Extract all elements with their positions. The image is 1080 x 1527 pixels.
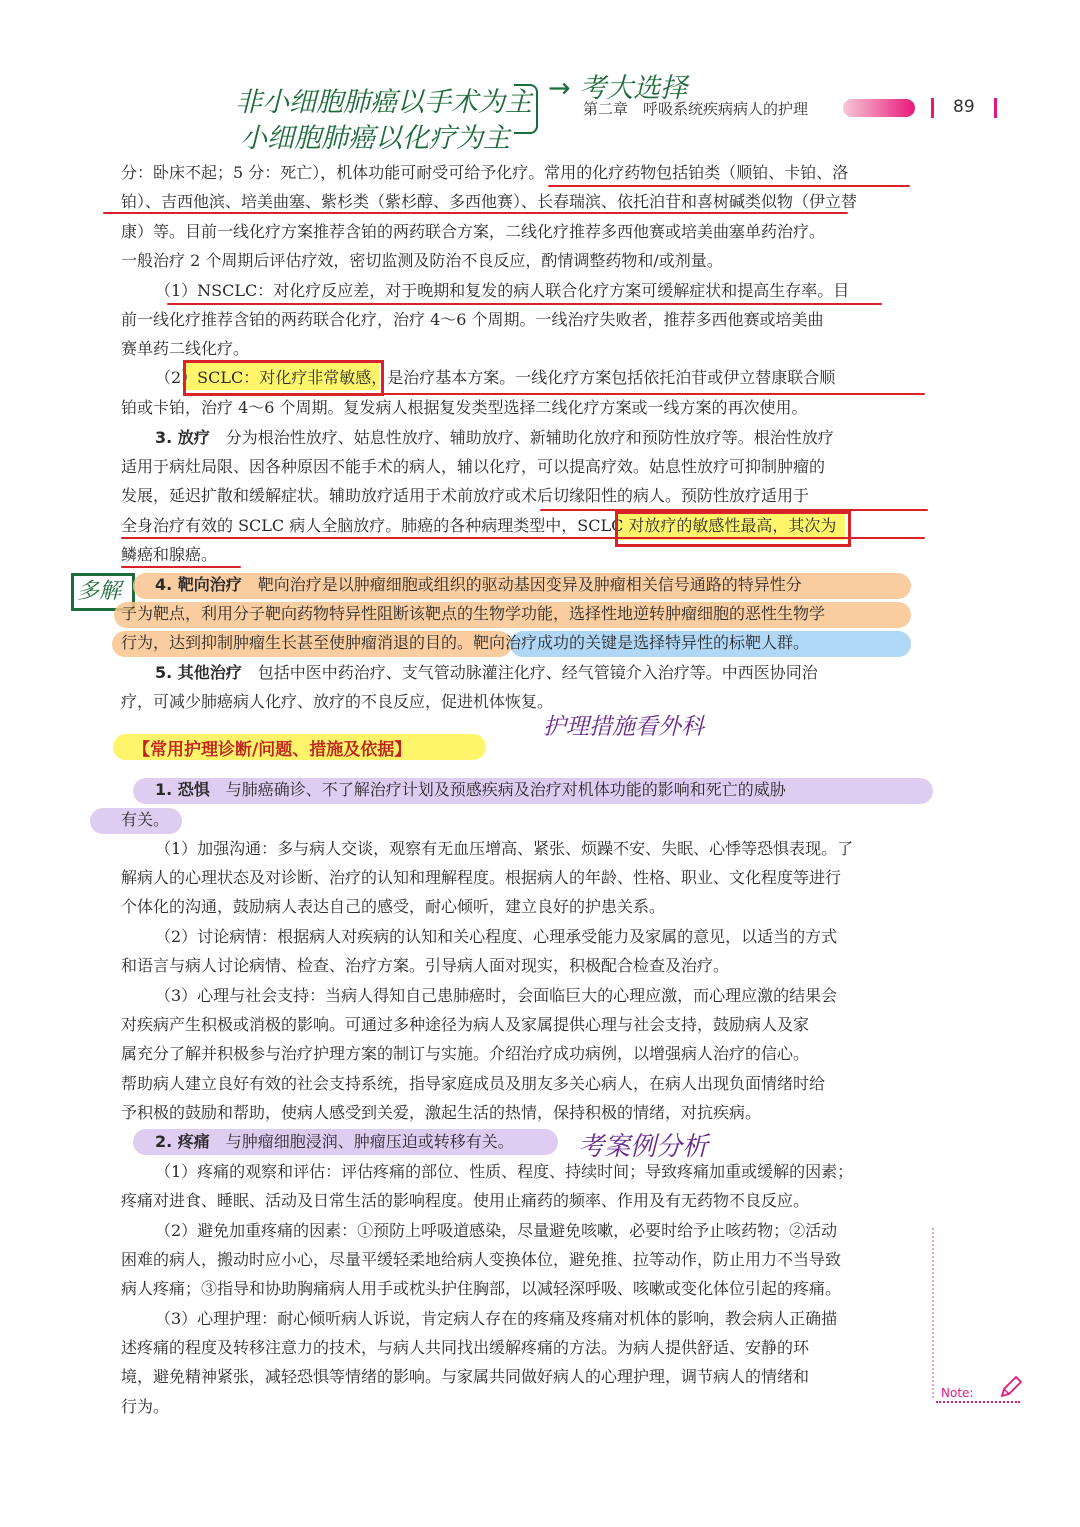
handwritten-note-case: 考案例分析: [578, 1132, 709, 1162]
underline-red: [548, 185, 910, 187]
body-line: 予积极的鼓励和帮助，使病人感受到关爱，激起生活的热情，保持积极的情绪，对抗疾病。: [121, 1103, 762, 1122]
body-line: 分：卧床不起；5 分：死亡），机体功能可耐受可给予化疗。常用的化疗药物包括铂类（顺铂、卡铂、洛: [121, 163, 849, 182]
body-line: 有关。: [121, 810, 170, 829]
body-line: 3. 放疗 分为根治性放疗、姑息性放疗、辅助放疗、新辅助化放疗和预防性放疗等。根治性放疗: [155, 428, 834, 447]
body-line: 疗，可减少肺癌病人化疗、放疗的不良反应，促进机体恢复。: [121, 692, 554, 711]
header-divider: [931, 98, 934, 118]
header-decoration-pill: [843, 99, 915, 117]
handwritten-bracket: [514, 84, 538, 134]
body-line: （2）SCLC：对化疗非常敏感，是治疗基本方案。一线化疗方案包括依托泊苷或伊立替康联合顺: [155, 368, 836, 387]
body-line: 5. 其他治疗 包括中医中药治疗、支气管动脉灌注化疗、经气管镜介入治疗等。中西医协同治: [155, 663, 818, 682]
body-line: （1）加强沟通：多与病人交谈，观察有无血压增高、紧张、烦躁不安、失眠、心悸等恐惧表现。了: [155, 839, 854, 858]
section-heading: 4. 靶向治疗: [155, 575, 242, 594]
body-line: 行为，达到抑制肿瘤生长甚至使肿瘤消退的目的。靶向治疗成功的关键是选择特异性的标靶人群。: [121, 633, 810, 652]
handwritten-note-nursing: 护理措施看外科: [543, 714, 704, 740]
handwritten-note-sclc: 小细胞肺癌以化疗为主: [240, 123, 510, 154]
handwritten-note-nsclc: 非小细胞肺癌以手术为主: [235, 87, 532, 118]
emphasis-box-sclc: [183, 360, 384, 396]
body-line: （2）讨论病情：根据病人对疾病的认知和关心程度、心理承受能力及家属的意见，以适当的方式: [155, 927, 838, 946]
body-line: 鳞癌和腺癌。: [121, 545, 218, 564]
chapter-title: 第二章 呼吸系统疾病病人的护理: [583, 100, 809, 118]
section-heading: 5. 其他治疗: [155, 663, 242, 682]
underline-red: [103, 212, 848, 214]
body-line: 病人疼痛；③指导和协助胸痛病人用手或枕头护住胸部，以减轻深呼吸、咳嗽或变化体位引起的疼痛。: [121, 1279, 842, 1298]
underline-red: [378, 393, 925, 395]
body-line: 4. 靶向治疗 靶向治疗是以肿瘤细胞或组织的驱动基因变异及肿瘤相关信号通路的特异性分: [155, 575, 802, 594]
body-line: 个体化的沟通，鼓励病人表达自己的感受，耐心倾听，建立良好的护患关系。: [121, 897, 666, 916]
section-heading: 3. 放疗: [155, 428, 210, 447]
body-line: （3）心理护理：耐心倾听病人诉说，肯定病人存在的疼痛及疼痛对机体的影响，教会病人正确描: [155, 1309, 838, 1328]
body-line: 子为靶点，利用分子靶向药物特异性阻断该靶点的生物学功能，选择性地逆转肿瘤细胞的恶性生物学: [121, 604, 826, 623]
underline-red: [121, 566, 241, 568]
body-line: 解病人的心理状态及对诊断、治疗的认知和理解程度。根据病人的年龄、性格、职业、文化程度等进行: [121, 868, 842, 887]
body-line: （1）NSCLC：对化疗反应差，对于晚期和复发的病人联合化疗方案可缓解症状和提高生存率。目: [155, 281, 850, 300]
pencil-icon: [998, 1374, 1024, 1400]
body-line: 属充分了解并积极参与治疗护理方案的制订与实施。介绍治疗成功病例，以增强病人治疗的信心。: [121, 1044, 810, 1063]
body-line: 境，避免精神紧张，减轻恐惧等情绪的影响。与家属共同做好病人的心理护理，调节病人的情绪和: [121, 1367, 810, 1386]
note-dotted-line: [936, 1401, 1020, 1403]
body-line: 述疼痛的程度及转移注意力的技术，与病人共同找出缓解疼痛的方法。为病人提供舒适、安静的环: [121, 1338, 810, 1357]
body-line: 2. 疼痛 与肿瘤细胞浸润、肿瘤压迫或转移有关。: [155, 1132, 514, 1151]
handwritten-note-choice: → 考大选择: [548, 73, 688, 104]
body-line: 铂）、吉西他滨、培美曲塞、紫杉类（紫杉醇、多西他赛）、长春瑞滨、依托泊苷和喜树碱类似物（伊立替: [121, 192, 858, 211]
body-line: 前一线化疗推荐含铂的两药联合化疗，治疗 4～6 个周期。一线治疗失败者，推荐多西他赛或培美曲: [121, 310, 824, 329]
body-line: 1. 恐惧 与肺癌确诊、不了解治疗计划及预感疾病及治疗对机体功能的影响和死亡的威胁: [155, 780, 786, 799]
section-title-care: 【常用护理诊断/问题、措施及依据】: [133, 740, 412, 760]
body-line: （2）避免加重疼痛的因素：①预防上呼吸道感染，尽量避免咳嗽，必要时给予止咳药物；②活动: [155, 1221, 838, 1240]
underline-red: [167, 303, 882, 305]
body-line: 困难的病人，搬动时应小心，尽量平缓轻柔地给病人变换体位，避免推、拉等动作，防止用力不当导致: [121, 1250, 842, 1269]
body-line: 铂或卡铂，治疗 4～6 个周期。复发病人根据复发类型选择二线化疗方案或一线方案的再次使用。: [121, 398, 808, 417]
body-line: 行为。: [121, 1397, 170, 1416]
header-divider: [994, 98, 997, 118]
body-line: 对疾病产生积极或消极的影响。可通过多种途径为病人及家属提供心理与社会支持，鼓励病人及家: [121, 1015, 810, 1034]
body-line: 赛单药二线化疗。: [121, 339, 250, 358]
emphasis-box-radiation: [615, 511, 851, 547]
section-heading: 2. 疼痛: [155, 1132, 210, 1151]
body-line: （1）疼痛的观察和评估：评估疼痛的部位、性质、程度、持续时间；导致疼痛加重或缓解的因素；: [155, 1162, 854, 1181]
body-line: 适用于病灶局限、因各种原因不能手术的病人，辅以化疗，可以提高疗效。姑息性放疗可抑制肿瘤的: [121, 457, 826, 476]
note-label: Note:: [941, 1386, 974, 1400]
body-line: 疼痛对进食、睡眠、活动及日常生活的影响程度。使用止痛药的频率、作用及有无药物不良反应。: [121, 1191, 810, 1210]
body-line: 康）等。目前一线化疗方案推荐含铂的两药联合方案，二线化疗推荐多西他赛或培美曲塞单药治疗。: [121, 222, 826, 241]
note-divider: [932, 1228, 934, 1398]
handwritten-note-multi: 多解: [77, 579, 122, 604]
body-line: 发展，延迟扩散和缓解症状。辅助放疗适用于术前放疗或术后切缘阳性的病人。预防性放疗适用于: [121, 486, 810, 505]
section-heading: 1. 恐惧: [155, 780, 210, 799]
body-line: 和语言与病人讨论病情、检查、治疗方案。引导病人面对现实，积极配合检查及治疗。: [121, 956, 730, 975]
body-line: 全身治疗有效的 SCLC 病人全脑放疗。肺癌的各种病理类型中，SCLC 对放疗的敏感性最高，其次为: [121, 516, 837, 535]
page-number: 89: [953, 97, 975, 117]
body-line: 帮助病人建立良好有效的社会支持系统，指导家庭成员及朋友多关心病人，在病人出现负面情绪时给: [121, 1074, 826, 1093]
body-line: 一般治疗 2 个周期后评估疗效，密切监测及防治不良反应，酌情调整药物和/或剂量。: [121, 251, 723, 270]
body-line: （3）心理与社会支持：当病人得知自己患肺癌时，会面临巨大的心理应激，而心理应激的结果会: [155, 986, 838, 1005]
